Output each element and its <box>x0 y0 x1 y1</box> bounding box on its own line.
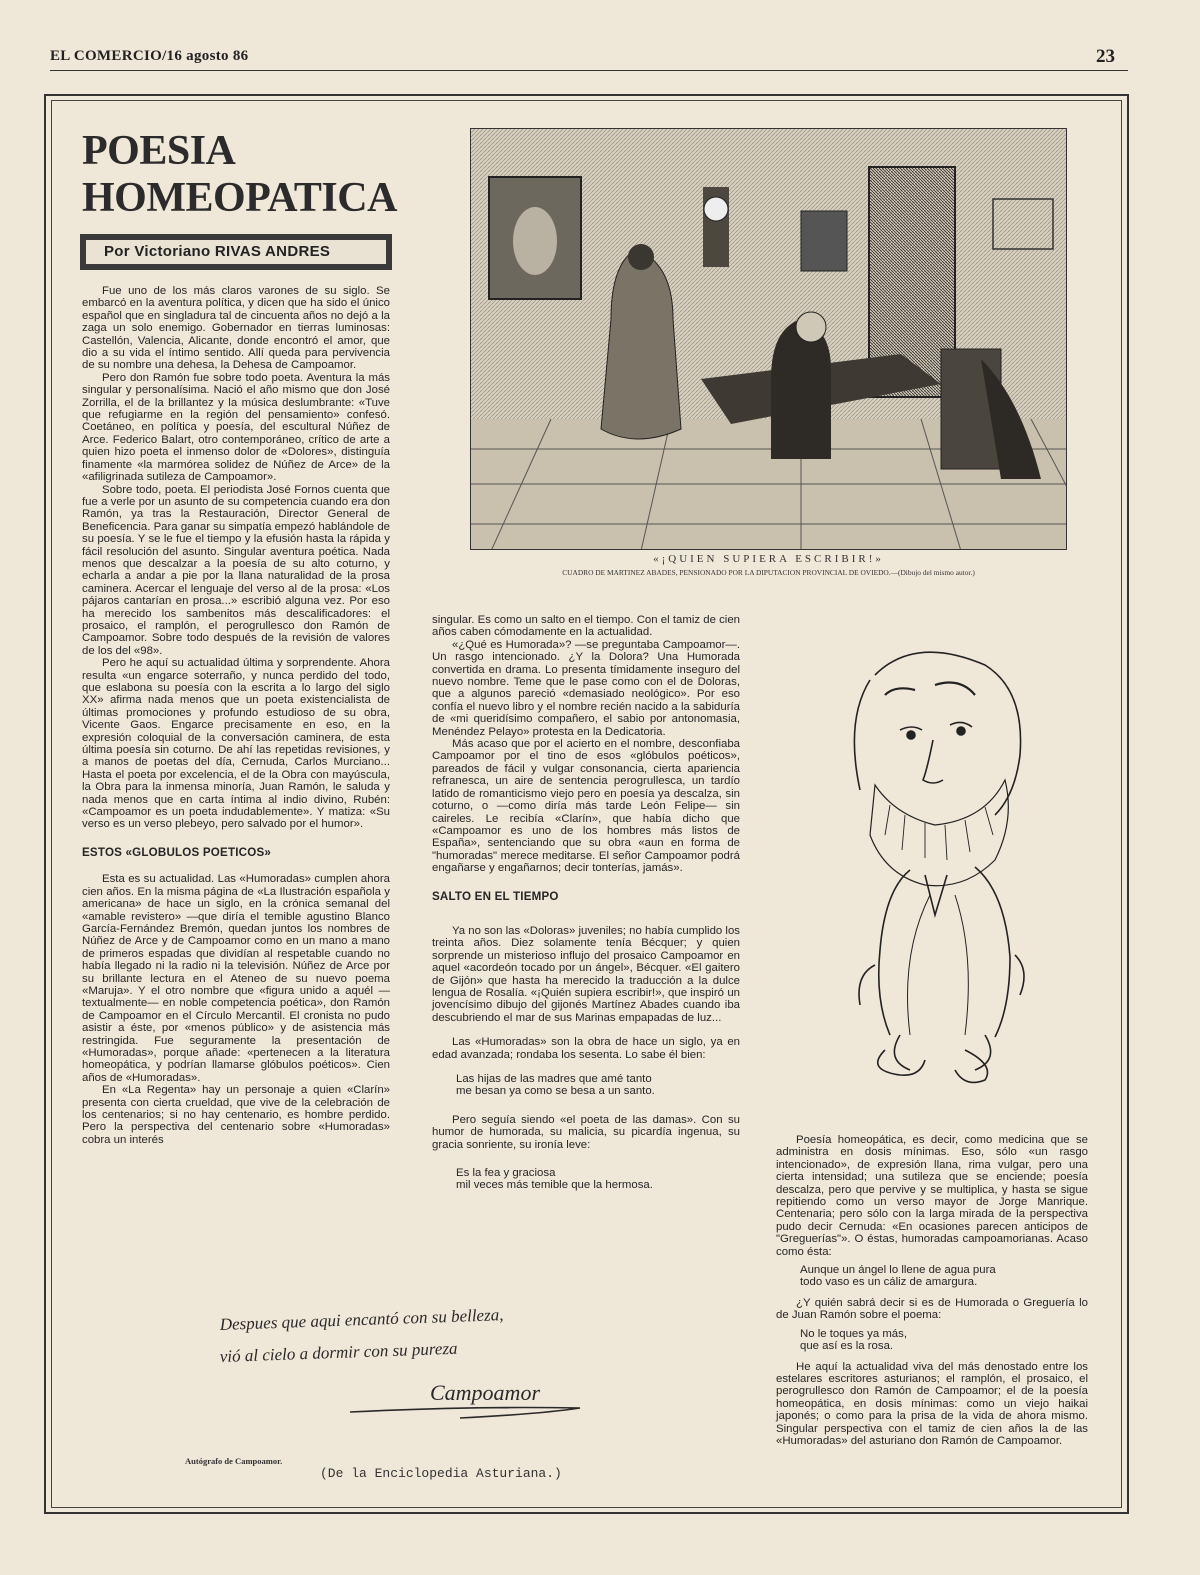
byline-box <box>80 234 392 270</box>
column-2 <box>432 614 740 1192</box>
verse-line: todo vaso es un cáliz de amargura. <box>800 1276 978 1289</box>
page-number: 23 <box>1096 46 1115 67</box>
subheading: ESTOS «GLOBULOS POETICOS» <box>82 845 272 859</box>
paragraph: Fue uno de los más claros varones de su siglo. Se embarcó en la aventura política, y dicen que ha sido el único español que en singladura tal de cincuenta años no dejó a la zaga un solo enemigo. Gobernador en tierras luminosas: Castellón, Valencia, Alicante, donde encontró el amor, que dio a su vida el íntimo sentido. Allí queda para pervivencia de su nombre una dehesa, la Dehesa de Campoamor. <box>82 285 390 372</box>
verse-line: Aunque un ángel lo llene de agua pura <box>800 1264 996 1277</box>
paragraph: ¿Y quién sabrá decir si es de Humorada o Greguería lo de Juan Ramón sobre el poema: <box>776 1296 1088 1322</box>
autograph-line-1: Despues que aqui encantó con su belleza, <box>219 1305 504 1334</box>
paragraph: He aquí la actualidad viva del más denostado entre los estelares escritores asturianos; el ramplón, el prosaico, el perogrullesco don Ramón de Campoamor; el de la poesía homeopática, en dosis mínimas: como un viejo haikai japonés; o como para la prisa de la vida de ahora mismo. Singular perspectiva con el tamiz de cien años la de las «Humoradas» del asturiano don Ramón de Campoamor. <box>776 1360 1088 1447</box>
paragraph: En «La Regenta» hay un personaje a quien «Clarín» presenta con cierta crueldad, que vive de la celebración de los centenarios; si no hay centenario, es hombre perdido. Pero la perspectiva del centenario sobre «Humoradas» cobra un interés <box>82 1084 390 1146</box>
title-line-1: POESIA <box>82 128 236 174</box>
title-line-2: HOMEOPATICA <box>82 175 397 221</box>
paragraph: Poesía homeopática, es decir, como medicina que se administra en dosis mínimas. Eso, sólo «un rasgo intencionado», de expresión llana, rima vulgar, pero una cierta intensidad; una sutileza que se enciende; poesía descalza, pero que pervive y se multiplica, y hasta se sigue repitiendo como un verso mayor de Jorge Manrique. Centenaria; pero sólo con la larga mirada de la perspectiva pudo decir Cernuda: «En ocasiones parecen anticipos de "Greguerías"». O éstas, humoradas campoamorianas. Acaso como ésta: <box>776 1134 1088 1258</box>
paragraph: singular. Es como un salto en el tiempo. Con el tamiz de cien años caben cómodamente en la actualidad. <box>432 614 740 639</box>
verse-line: Es la fea y graciosa <box>456 1167 556 1180</box>
column-1 <box>82 285 390 1146</box>
campoamor-autograph <box>200 1300 620 1430</box>
verse-line: Las hijas de las madres que amé tanto <box>456 1073 652 1085</box>
campoamor-caricature <box>815 635 1075 1095</box>
paragraph: Esta es su actualidad. Las «Humoradas» cumplen ahora cien años. En la misma página de «La Ilustración española y americana» de hace un siglo, en la crónica semanal del «amable revistero» —que diría el temible agustino Blanco García-Fernández Bremón, quedan juntos los nombres de Núñez de Arce y de Campoamor como en un mano a mano de primeros espadas que dividían al respetable cuando no había llegado ni la radio ni la televisión. Núñez de Arce por su brillante lectura en el Ateneo de su nuevo poema «Maruja». Y el otro nombre que «figura unido a aquél —textualmente— en noble competencia poética», don Ramón de Campoamor en el Círculo Mercantil. El cronista no pudo asistir a éste, por «menos público» y de asistencia más restringida. Fue seguramente la presentación de «Humoradas», porque añade: «pertenecen a la literatura homeopática, y podrían llamarse glóbulos poéticos». Cien años de «Humoradas». <box>82 873 390 1084</box>
verse-line: mil veces más temible que la hermosa. <box>456 1179 653 1192</box>
paragraph: «¿Qué es Humorada»? —se preguntaba Campoamor—. Un rasgo intencionado. ¿Y la Dolora? Una Humorada convertida en drama. Lo presenta tímidamente inseguro del nuevo nombre. Teme que le pase como con el de Doloras, que a algunos pareció «demasiado neológico». Por eso confía el nuevo libro y el nombre recién nacido a la sabiduría de «mi queridísimo compañero, el sabio por antonomasia, Menéndez Pelayo» protesta en la Dedicatoria. <box>432 638 740 738</box>
byline: Por Victoriano RIVAS ANDRES <box>86 240 386 264</box>
subheading: SALTO EN EL TIEMPO <box>432 889 559 903</box>
engraving-image <box>471 129 1067 550</box>
autograph-label: Autógrafo de Campoamor. <box>185 1456 283 1466</box>
illustration-caption-credit: CUADRO DE MARTINEZ ABADES, PENSIONADO POR LA DIPUTACION PROVINCIAL DE OVIEDO.—(Dibujo del mismo autor.) <box>562 568 975 577</box>
article-title <box>82 128 402 222</box>
verse-line: me besan ya como se besa a un santo. <box>456 1085 655 1098</box>
verse-line: que así es la rosa. <box>800 1340 894 1353</box>
illustration-quien-supiera-escribir <box>470 128 1067 550</box>
page-header-left: EL COMERCIO/16 agosto 86 <box>50 48 249 64</box>
header-rule <box>50 70 1128 71</box>
verse-line: No le toques ya más, <box>800 1327 907 1340</box>
column-3 <box>776 1134 1088 1447</box>
paragraph: Pero don Ramón fue sobre todo poeta. Aventura la más singular y personalísima. Nació el año mismo que don José Zorrilla, el de la brillantez y la música deslumbrante: «Tuve que refugiarme en la región del pensamiento» confesó. Coetáneo, en política y poesía, del escultural Núñez de Arce. Federico Balart, otro contemporáneo, crítico de arte a quien hizo poeta el inmenso dolor de «Dolores», distinguía finamente «la marmórea solidez de Núñez de Arce» de la «afiligrinada sutileza de Campoamor». <box>82 371 390 484</box>
paragraph: Pero seguía siendo «el poeta de las damas». Con su humor de humorada, su malicia, su picardía ingenua, su gracia sonriente, su ironía leve: <box>432 1113 740 1151</box>
paragraph: Sobre todo, poeta. El periodista José Fornos cuenta que fue a verle por un asunto de su competencia cuando era don Ramón, ya tras la Restauración, Director General de Beneficencia. Para ganar su simpatía empezó hablándole de su poesía. Y se le fue el tiempo y la efusión hasta la rápida y fácil resolución del asunto. Singular aventura poética. Nada menos que descalzar a la poesía de su alto coturno, y echarla a andar a pie por la llana naturalidad de la prosa caminera. Acercar el lenguaje del verso al de la prosa: «Los pájaros cantarían en prosa...» escribió alguna vez. Por eso ha merecido los sambenitos más descalificadores: el prosaico, el ramplón, el perogrullesco don Ramón de Campoamor. Sobre todo después de la revisión de valores de los del «98». <box>82 483 390 657</box>
autograph-signature: Campoamor <box>430 1380 541 1405</box>
paragraph: Pero he aquí su actualidad última y sorprendente. Ahora resulta «un engarce soterraño, y nunca perdido del todo, que eslabona su poesía con la escrita a lo largo del siglo XX» afirma nada menos que un poeta existencialista de últimas promociones y profundo estudioso de su obra, Vicente Gaos. Engarce precisamente en eso, en la expresión coloquial de la conversación caminera, de esta última poesía sin coturno. De ahí las repetidas revisiones, y a manos de poetas del día, Cernuda, Carlos Murciano... Hasta el poeta por excelencia, el de la Obra con mayúscula, la Obra para la inmensa minoría, Juan Ramón, le saluda y nada menos que en carta íntima al indio divino, Rubén: «Campoamor es un poeta indudablemente». Y matiza: «Su verso es un verso plebeyo, pero salvado por el humor». <box>82 657 390 831</box>
illustration-caption-title: «¡QUIEN SUPIERA ESCRIBIR!» <box>653 553 884 565</box>
paragraph: Ya no son las «Doloras» juveniles; no había cumplido los treinta años. Diez solamente tenía Bécquer; y quien sorprende un misterioso influjo del prosaico Campoamor en aquel «acordeón tocado por un ángel», Bécquer. «El gaitero de Gijón» que hasta ha merecido la traducción a la dulce lengua de Rosalía. «¡Quién supiera escribir!», que inspiró un jovencísimo dibujo del gijonés Martínez Abades cuando iba descubriendo el mar de sus Marinas empapadas de luz... <box>432 924 740 1024</box>
paragraph: Las «Humoradas» son la obra de hace un siglo, ya en edad avanzada; rondaba los sesenta. Lo sabe él bien: <box>432 1036 740 1061</box>
autograph-source: (De la Enciclopedia Asturiana.) <box>320 1466 562 1481</box>
autograph-line-2: vió al cielo a dormir con su pureza <box>219 1338 458 1366</box>
paragraph: Más acaso que por el acierto en el nombre, desconfiaba Campoamor por el tino de esos «glóbulos poéticos», pareados de fácil y vulgar consonancia, cierta apariencia refranesca, un aire de sentencia perogrullesca, un tardío latido de romanticismo viejo pero en poesía ya descalza, sin coturno, o —como diría más tarde León Felipe— sin caireles. Le recibía «Clarín», que había dicho que «Campoamor es uno de los hombres más listos de España», sentenciando que su obra «aun en forma de "humoradas" merece meditarse. El señor Campoamor podrá engañarse y engañarnos; decir tonterías, jamás». <box>432 738 740 875</box>
signature-underline <box>350 1408 580 1419</box>
